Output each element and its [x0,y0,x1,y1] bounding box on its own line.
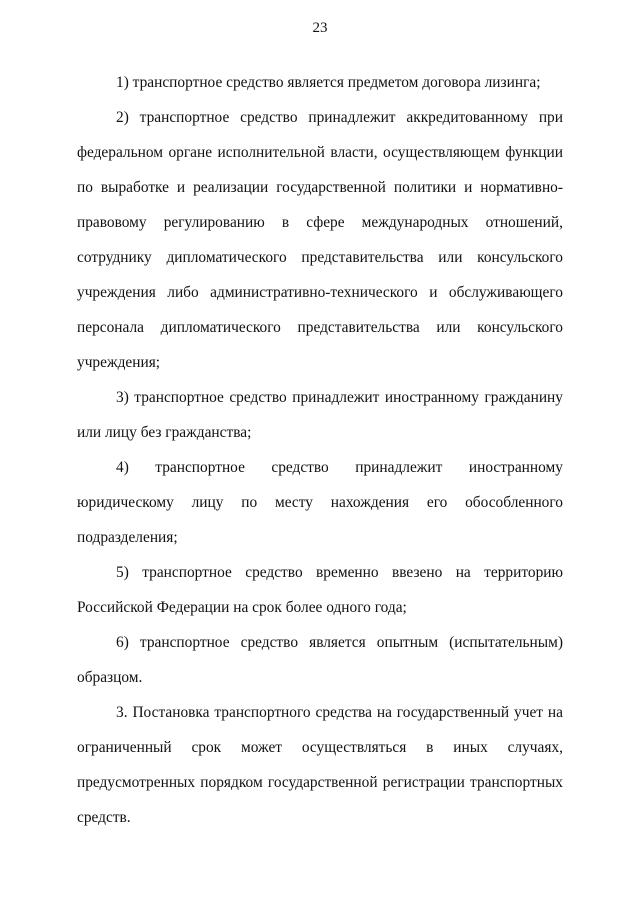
paragraph-item-2: 2) транспортное средство принадлежит аккредитованному при федеральном органе исполнительной власти, осуществляющем функции по выработке и реализации государственной политики и нормативно-правовому регулированию в сфере международных отношений, сотруднику дипломатического представительства или консульского учреждения либо административно-технического и обслуживающего персонала дипломатического представительства или консульского учреждения; [77,109,563,371]
paragraph-item-1: 1) транспортное средство является предметом договора лизинга; [116,74,541,91]
page-number: 23 [312,20,328,36]
paragraph-item-5: 5) транспортное средство временно ввезено на территорию Российской Федерации на срок более одного года; [77,564,563,616]
paragraph-item-3: 3) транспортное средство принадлежит иностранному гражданину или лицу без гражданства; [77,389,563,441]
paragraph-section-3: 3. Постановка транспортного средства на государственный учет на ограниченный срок может осуществляться в иных случаях, предусмотренных порядком государственной регистрации транспортных средств. [77,704,563,826]
paragraph-item-6: 6) транспортное средство является опытным (испытательным) образцом. [77,634,563,686]
paragraph-item-4: 4) транспортное средство принадлежит иностранному юридическому лицу по месту нахождения его обособленного подразделения; [77,459,563,546]
document-body [77,65,563,835]
